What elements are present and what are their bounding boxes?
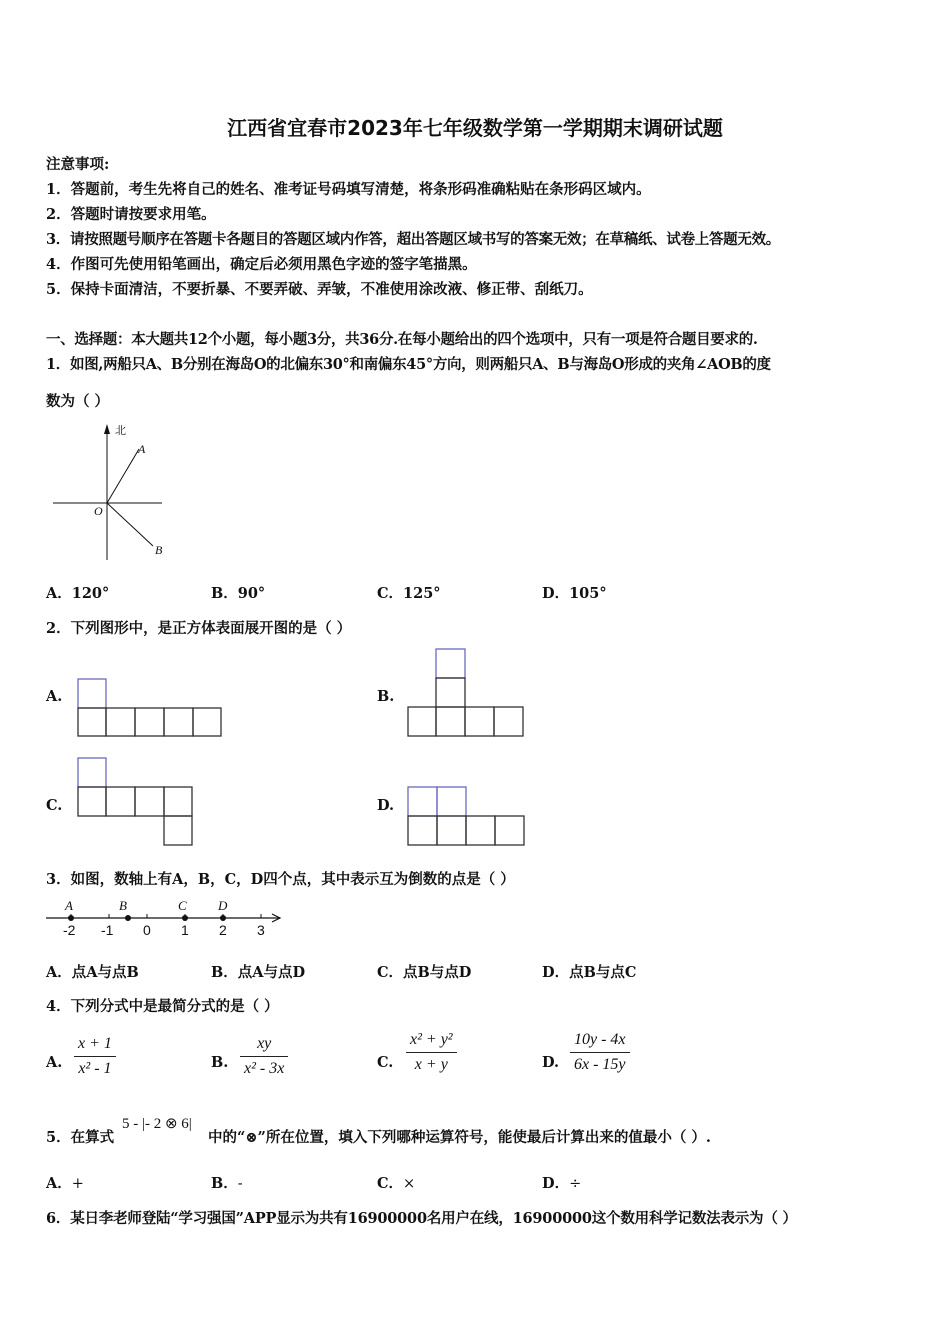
q4-fraction-b <box>240 1035 288 1078</box>
minus-symbol: - <box>237 1176 243 1192</box>
point-c-label: C <box>178 898 187 913</box>
q5-option-d[interactable] <box>542 1172 581 1193</box>
point-d-label: D <box>218 898 228 913</box>
denominator: x² - 3x <box>240 1056 288 1078</box>
net-b-figure <box>407 648 525 738</box>
section-heading: 一、选择题：本大题共12个小题，每小题3分，共36分.在每小题给出的四个选项中，只有一项是符合题目要求的. <box>46 331 758 348</box>
q3-option-b[interactable]: B．点A与点D <box>211 964 306 981</box>
question-1-text-cont: 数为（ ） <box>46 393 110 410</box>
q1-option-d[interactable]: D．105° <box>542 585 607 602</box>
question-5-prefix: 5．在算式 <box>46 1129 115 1146</box>
notice-item: 1．答题前，考生先将自己的姓名、准考证号码填写清楚，将条形码准确粘贴在条形码区域内。 <box>46 181 651 198</box>
point-b-label: B <box>155 543 163 557</box>
ray-oa <box>107 449 139 503</box>
q2-option-a[interactable]: A. <box>46 688 63 705</box>
q2-option-c[interactable]: C. <box>46 797 63 814</box>
point-d-dot <box>220 915 226 921</box>
option-label: D． <box>542 1175 570 1192</box>
q4-option-a[interactable]: A. <box>46 1054 63 1071</box>
plus-symbol: + <box>71 1176 84 1192</box>
north-arrow-icon <box>104 424 110 434</box>
option-label: A． <box>46 1175 72 1192</box>
point-a-label: A <box>65 898 73 913</box>
option-label: B． <box>211 1175 238 1192</box>
question-5-suffix: 中的“⊗”所在位置，填入下列哪种运算符号，能使最后计算出来的值最小（ ）. <box>208 1129 711 1146</box>
point-c-dot <box>182 915 188 921</box>
option-label: C． <box>377 1175 404 1192</box>
notice-item: 3．请按照题号顺序在答题卡各题目的答题区域内作答，超出答题区域书写的答案无效；在草稿纸、试卷上答题无效。 <box>46 231 780 248</box>
q5-option-a[interactable] <box>46 1172 84 1193</box>
question-6-text: 6．某日李老师登陆“学习强国”APP显示为共有16900000名用户在线，16900000这个数用科学记数法表示为（ ） <box>46 1210 797 1227</box>
notice-item: 4．作图可先使用铅笔画出，确定后必须用黑色字迹的签字笔描黑。 <box>46 256 477 273</box>
numerator: x + 1 <box>78 1035 112 1052</box>
point-o-label: O <box>94 504 103 518</box>
q4-option-b[interactable]: B. <box>211 1054 229 1071</box>
notice-heading: 注意事项: <box>46 156 110 173</box>
notice-item: 2．答题时请按要求用笔。 <box>46 206 216 223</box>
point-a-label: A <box>138 442 146 456</box>
q4-option-c[interactable]: C. <box>377 1054 394 1071</box>
q3-option-d[interactable]: D．点B与点C <box>542 964 637 981</box>
q1-option-b[interactable]: B．90° <box>211 585 266 602</box>
tick-label: 0 <box>143 922 151 938</box>
numerator: x² + y² <box>410 1031 453 1048</box>
tick-label: 2 <box>219 922 227 938</box>
denominator: 6x - 15y <box>570 1052 630 1074</box>
q2-option-d[interactable]: D. <box>377 797 395 814</box>
q1-option-a[interactable]: A．120° <box>46 585 110 602</box>
tick-label: -1 <box>101 922 114 938</box>
times-symbol: × <box>403 1176 416 1192</box>
numerator: xy <box>257 1035 272 1052</box>
net-a-figure <box>77 678 223 738</box>
q5-option-b[interactable] <box>211 1172 243 1193</box>
q3-option-a[interactable]: A．点A与点B <box>46 964 139 981</box>
question-1-figure <box>48 420 173 565</box>
q4-fraction-c <box>406 1031 457 1074</box>
q4-fraction-a <box>74 1035 116 1078</box>
ray-ob <box>107 503 153 546</box>
q5-option-c[interactable] <box>377 1172 415 1193</box>
notice-item: 5．保持卡面清洁，不要折暴、不要弄破、弄皱，不准使用涂改液、修正带、刮纸刀。 <box>46 281 593 298</box>
point-a-dot <box>68 915 74 921</box>
divide-symbol: ÷ <box>569 1176 582 1192</box>
q4-fraction-d <box>570 1031 630 1074</box>
question-2-text: 2．下列图形中，是正方体表面展开图的是（ ） <box>46 620 352 637</box>
question-3-text: 3．如图，数轴上有A，B，C，D四个点，其中表示互为倒数的点是（ ） <box>46 871 515 888</box>
tick-label: -2 <box>63 922 76 938</box>
point-b-label: B <box>119 898 127 913</box>
denominator: x² - 1 <box>74 1056 116 1078</box>
question-4-text: 4．下列分式中是最简分式的是（ ） <box>46 998 279 1015</box>
q1-option-c[interactable]: C．125° <box>377 585 441 602</box>
page-title: 江西省宜春市2023年七年级数学第一学期期末调研试题 <box>227 116 723 140</box>
north-label: 北 <box>115 425 126 437</box>
net-d-figure <box>407 786 527 848</box>
q2-option-b[interactable]: B. <box>377 688 395 705</box>
denominator: x + y <box>406 1052 457 1074</box>
tick-label: 3 <box>257 922 265 938</box>
question-1-text: 1．如图,两船只A、B分别在海岛O的北偏东30°和南偏东45°方向，则两船只A、B与海岛O形成的夹角∠AOB的度 <box>46 356 771 373</box>
tick-label: 1 <box>181 922 189 938</box>
q3-option-c[interactable]: C．点B与点D <box>377 964 472 981</box>
number-line-figure <box>44 895 289 940</box>
numerator: 10y - 4x <box>574 1031 626 1048</box>
net-c-figure <box>77 757 195 847</box>
q4-option-d[interactable]: D. <box>542 1054 560 1071</box>
question-5-expression: 5 - |- 2 ⊗ 6| <box>122 1116 192 1132</box>
point-b-dot <box>125 915 131 921</box>
